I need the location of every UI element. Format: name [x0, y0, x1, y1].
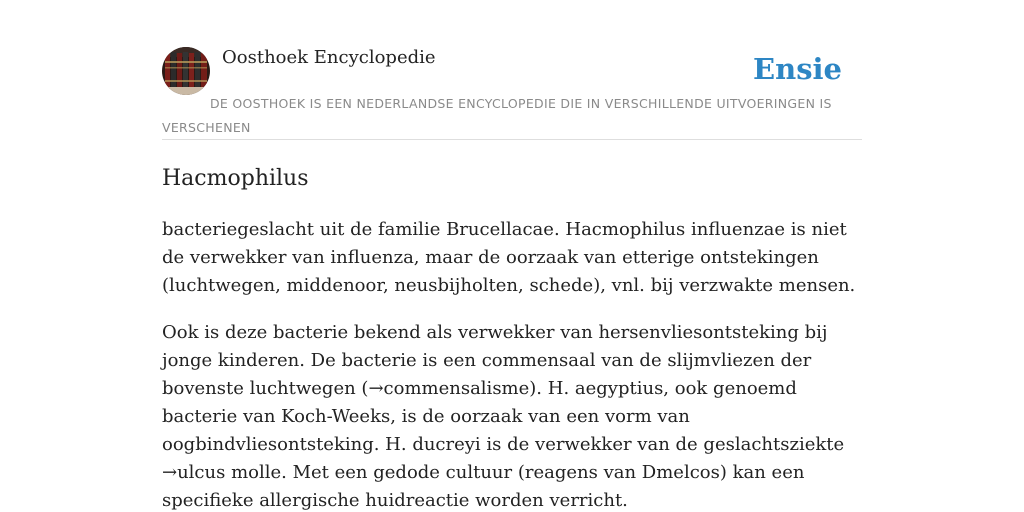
paragraph-text: ). H. aegyptius, ook genoemd bacterie van Koch-Weeks, is de oorzaak van een vorm van oogbindvliesontsteking. H. ducreyi is de verwekker van de geslachtsziekte	[162, 378, 845, 455]
site-header	[162, 46, 862, 140]
paragraph-text: Ook is deze bacterie bekend als verwekker van hersenvliesontsteking bij jonge kinderen. De bacterie is een commensaal van de slijmvliezen der bovenste luchtwegen (	[162, 322, 828, 399]
crossref-link-commensalisme[interactable]: →commensalisme	[368, 378, 530, 399]
article-paragraph-2	[162, 319, 867, 512]
article-title: Hacmophilus	[162, 166, 309, 191]
article	[162, 164, 867, 512]
site-tagline: DE OOSTHOEK IS EEN NEDERLANDSE ENCYCLOPEDIE DIE IN VERSCHILLENDE UITVOERINGEN IS VERSCHENEN	[162, 96, 832, 135]
paragraph-text: . Met een gedode cultuur (reagens van Dmelcos) kan een specifieke allergische huidreactie worden verricht.	[162, 462, 805, 511]
article-paragraph-1: bacteriegeslacht uit de familie Brucellacae. Hacmophilus influenzae is niet de verwekker van influenza, maar de oorzaak van etterige ontstekingen (luchtwegen, middenoor, neusbijholten, schede), vnl. bij verzwakte mensen.	[162, 219, 856, 296]
crossref-link-ulcus-molle[interactable]: →ulcus molle	[162, 462, 282, 483]
encyclopedia-books-icon[interactable]	[162, 47, 210, 95]
site-name[interactable]: Oosthoek Encyclopedie	[222, 47, 436, 68]
header-divider	[162, 139, 862, 140]
brand-logo-link[interactable]: Ensie	[753, 52, 842, 86]
